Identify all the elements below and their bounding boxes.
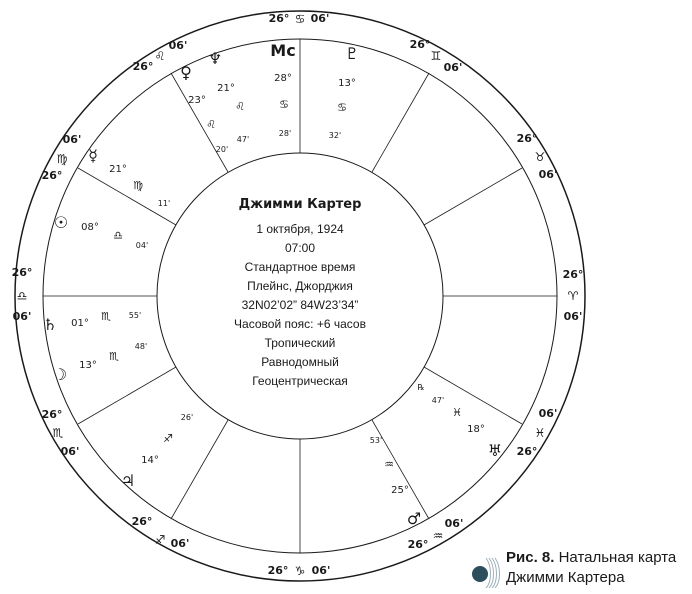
- cusp-9-sign: ♊: [430, 49, 442, 63]
- moon-sign: ♏: [109, 350, 119, 363]
- cusp-10-deg: 26°: [268, 12, 290, 25]
- sun-min: 04': [135, 241, 149, 250]
- mars-deg: 25°: [391, 485, 409, 496]
- uranus-sign: ♓: [452, 406, 462, 419]
- cusp-2-min: 06': [60, 445, 80, 458]
- cusp-10-min: 06': [310, 12, 330, 25]
- perspective: Геоцентрическая: [252, 374, 348, 388]
- cusp-line-9: [372, 73, 429, 172]
- uranus-glyph: ♅: [487, 441, 503, 460]
- birth-time: 07:00: [284, 241, 316, 255]
- cusp-9-deg: 26°: [409, 38, 431, 51]
- cusp-5-min: 06': [444, 517, 464, 530]
- cusp-8-min: 06': [538, 168, 558, 181]
- saturn-glyph: ♄: [42, 315, 58, 334]
- venus-sign: ♌: [206, 118, 216, 131]
- mars-sign: ♒: [384, 458, 394, 471]
- cusp-2-sign: ♏: [52, 426, 64, 440]
- moon-deg: 13°: [79, 360, 97, 371]
- jupiter-deg: 14°: [141, 455, 159, 466]
- cusp-3-min: 06': [170, 537, 190, 550]
- mercury-deg: 21°: [109, 164, 127, 175]
- cusp-3-sign: ♐: [154, 533, 166, 547]
- cusp-11-min: 06': [168, 39, 188, 52]
- mc-min: 28': [278, 129, 292, 138]
- uranus-retrograde: ℞: [417, 383, 425, 392]
- mars-glyph: ♂: [406, 509, 422, 528]
- figure-caption: [468, 548, 692, 594]
- cusp-7-sign: ♈: [567, 289, 579, 303]
- cusp-line-8: [424, 168, 522, 225]
- cusp-6-sign: ♓: [534, 426, 546, 440]
- time-type: Стандартное время: [244, 260, 356, 274]
- mc-sign: ♋: [279, 98, 289, 111]
- mercury-glyph: ☿: [88, 146, 98, 165]
- pluto-glyph: ♇: [344, 44, 360, 63]
- cusp-line-5: [369, 420, 429, 519]
- cusp-6-min: 06': [538, 407, 558, 420]
- cusp-12-min: 06': [62, 133, 82, 146]
- jupiter-sign: ♐: [163, 432, 173, 445]
- pluto-deg: 13°: [338, 78, 356, 89]
- caption-title-line2: Джимми Картера: [506, 569, 625, 586]
- caption-title-line1: Натальная карта: [558, 549, 677, 566]
- caption-label: Рис. 8.: [506, 549, 555, 566]
- cusp-2-deg: 26°: [41, 408, 63, 421]
- venus-glyph: ♀: [180, 63, 192, 82]
- cusp-7-min: 06': [563, 310, 583, 323]
- cusp-5-sign: ♒: [432, 529, 444, 543]
- chart-owner-name: Джимми Картер: [238, 197, 362, 212]
- time-zone: Часовой пояс: +6 часов: [234, 317, 366, 331]
- jupiter-min: 26': [180, 413, 194, 422]
- mc-deg: 28°: [274, 73, 292, 84]
- cusp-line-12: [78, 168, 176, 225]
- cusp-12-sign: ♍: [56, 152, 68, 166]
- uranus-min: 47': [431, 396, 445, 405]
- birth-place: Плейнс, Джорджия: [247, 279, 353, 293]
- saturn-sign: ♏: [101, 310, 111, 323]
- mercury-sign: ♍: [133, 179, 143, 192]
- mc-glyph: Mc: [270, 41, 296, 60]
- uranus-deg: 18°: [467, 424, 485, 435]
- venus-min: 47': [236, 135, 250, 144]
- cusp-12-deg: 26°: [41, 169, 63, 182]
- saturn-deg: 01°: [71, 318, 89, 329]
- cusp-10-sign: ♋: [294, 12, 306, 26]
- cusp-8-deg: 26°: [516, 132, 538, 145]
- cusp-4-deg: 26°: [267, 564, 289, 577]
- neptune-sign: ♌: [235, 100, 245, 113]
- saturn-min: 55': [128, 311, 142, 320]
- moon-glyph: ☽: [52, 365, 68, 384]
- pluto-min: 32': [328, 131, 342, 140]
- cusp-7-deg: 26°: [562, 268, 584, 281]
- moon-min: 48': [134, 342, 148, 351]
- cusp-11-deg: 26°: [132, 60, 154, 73]
- cusp-1-deg: 26°: [11, 266, 33, 279]
- cusp-9-min: 06': [443, 61, 463, 74]
- cusp-line-3: [171, 420, 228, 519]
- cusp-4-sign: ♑: [294, 564, 306, 578]
- neptune-deg: 21°: [217, 83, 235, 94]
- venus-deg: 23°: [188, 95, 206, 106]
- zodiac-type: Тропический: [264, 336, 336, 350]
- pluto-sign: ♋: [337, 101, 347, 114]
- center-circle: [157, 153, 443, 439]
- birth-date: 1 октября, 1924: [256, 222, 344, 236]
- cusp-4-min: 06': [311, 564, 331, 577]
- cusp-line-2: [78, 367, 176, 424]
- neptune-glyph: ♆: [207, 49, 223, 68]
- jupiter-glyph: ♃: [120, 471, 136, 490]
- sun-deg: 08°: [81, 222, 99, 233]
- cusp-1-sign: ♎: [16, 289, 28, 303]
- cusp-3-deg: 26°: [131, 515, 153, 528]
- sun-glyph: ☉: [53, 213, 69, 232]
- neptune-min: 20': [215, 145, 229, 154]
- cusp-11-sign: ♌: [154, 49, 166, 63]
- coordinates: 32N02’02” 84W23’34”: [241, 298, 359, 312]
- mercury-min: 11': [157, 199, 171, 208]
- caption-text: [506, 548, 676, 588]
- house-system: Равнодомный: [261, 355, 339, 369]
- mars-min: 53': [369, 436, 383, 445]
- cusp-5-deg: 26°: [407, 538, 429, 551]
- cusp-1-min: 06': [12, 310, 32, 323]
- cusp-8-sign: ♉: [534, 150, 546, 164]
- cusp-6-deg: 26°: [516, 445, 538, 458]
- sun-sign: ♎: [113, 229, 123, 242]
- caption-logo-icon: [468, 554, 502, 588]
